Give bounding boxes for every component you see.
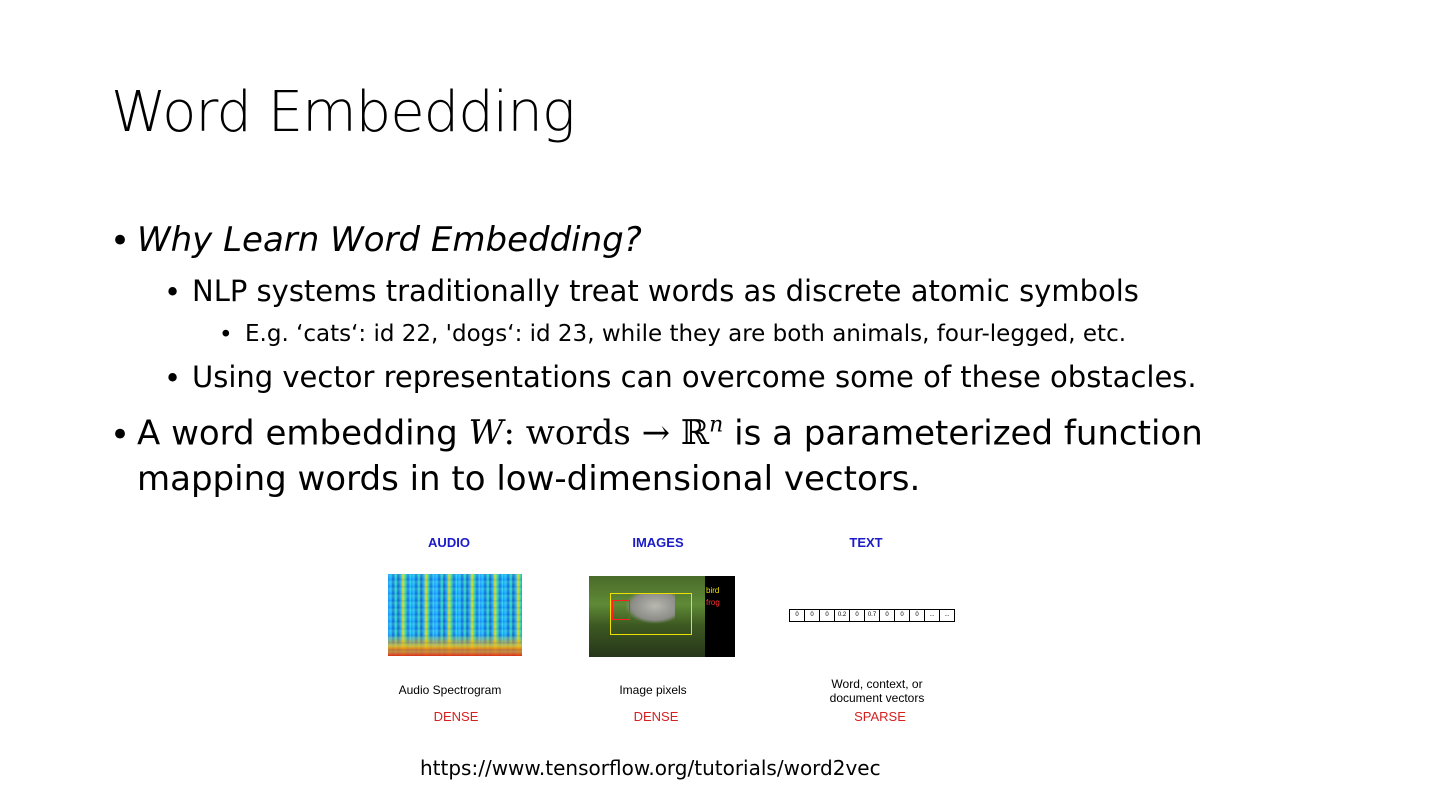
bullet-vector-representations: Using vector representations can overcome some of these obstacles.	[192, 360, 1197, 394]
caption-audio: Audio Spectrogram	[398, 683, 502, 697]
math-superscript: n	[709, 413, 724, 438]
bullet-word-embedding-definition	[137, 413, 1203, 453]
audio-spectrogram-image	[388, 574, 522, 656]
vector-cell: 0	[850, 610, 865, 621]
vector-cell: 0	[805, 610, 820, 621]
figure-heading-text: TEXT	[849, 535, 883, 550]
bullet-marker: •	[164, 361, 182, 395]
vector-cell: 0	[790, 610, 805, 621]
bullet-why-learn: Why Learn Word Embedding?	[137, 220, 642, 260]
vector-cell: 0	[895, 610, 910, 621]
source-url: https://www.tensorflow.org/tutorials/word2vec	[420, 756, 881, 780]
math-mapping: : words → ℝ	[503, 413, 710, 454]
bullet-marker: •	[110, 415, 131, 455]
frog-label: frog	[706, 598, 720, 607]
bullet-example-ids: E.g. ‘cats‘: id 22, 'dogs‘: id 23, while they are both animals, four-legged, etc.	[245, 321, 1127, 347]
definition-text-end: is a parameterized function	[723, 413, 1203, 454]
bullet-marker: •	[164, 275, 182, 309]
vector-cell: 0.7	[865, 610, 880, 621]
vector-cell: ...	[944, 612, 950, 618]
math-w: W	[468, 413, 504, 454]
vector-cell: 0	[820, 610, 835, 621]
bullet-word-embedding-line2: mapping words in to low-dimensional vectors.	[137, 459, 921, 499]
caption-text-line2: document vectors	[829, 691, 925, 705]
vector-cell: ...	[925, 610, 940, 621]
figure-heading-audio: AUDIO	[428, 535, 470, 550]
bullet-nlp-systems: NLP systems traditionally treat words as discrete atomic symbols	[192, 274, 1139, 308]
vector-cell: 0.2	[835, 610, 850, 621]
tag-images-dense: DENSE	[633, 709, 679, 724]
caption-images: Image pixels	[619, 683, 687, 697]
tag-text-sparse: SPARSE	[854, 709, 906, 724]
vector-cell: 0	[880, 610, 895, 621]
caption-text-line1: Word, context, or	[831, 677, 923, 691]
slide-title: Word Embedding	[111, 80, 575, 145]
bird-label: bird	[706, 586, 720, 595]
tag-audio-dense: DENSE	[433, 709, 479, 724]
bullet-marker: •	[219, 322, 233, 348]
heron-photo-image	[589, 576, 735, 657]
frog-bounding-box	[612, 600, 630, 620]
sparse-vector-diagram	[789, 609, 955, 622]
figure-heading-images: IMAGES	[632, 535, 684, 550]
definition-text-start: A word embedding	[137, 413, 469, 454]
vector-cell: 0	[910, 610, 925, 621]
math-formula	[469, 413, 724, 453]
bullet-marker: •	[110, 221, 131, 261]
